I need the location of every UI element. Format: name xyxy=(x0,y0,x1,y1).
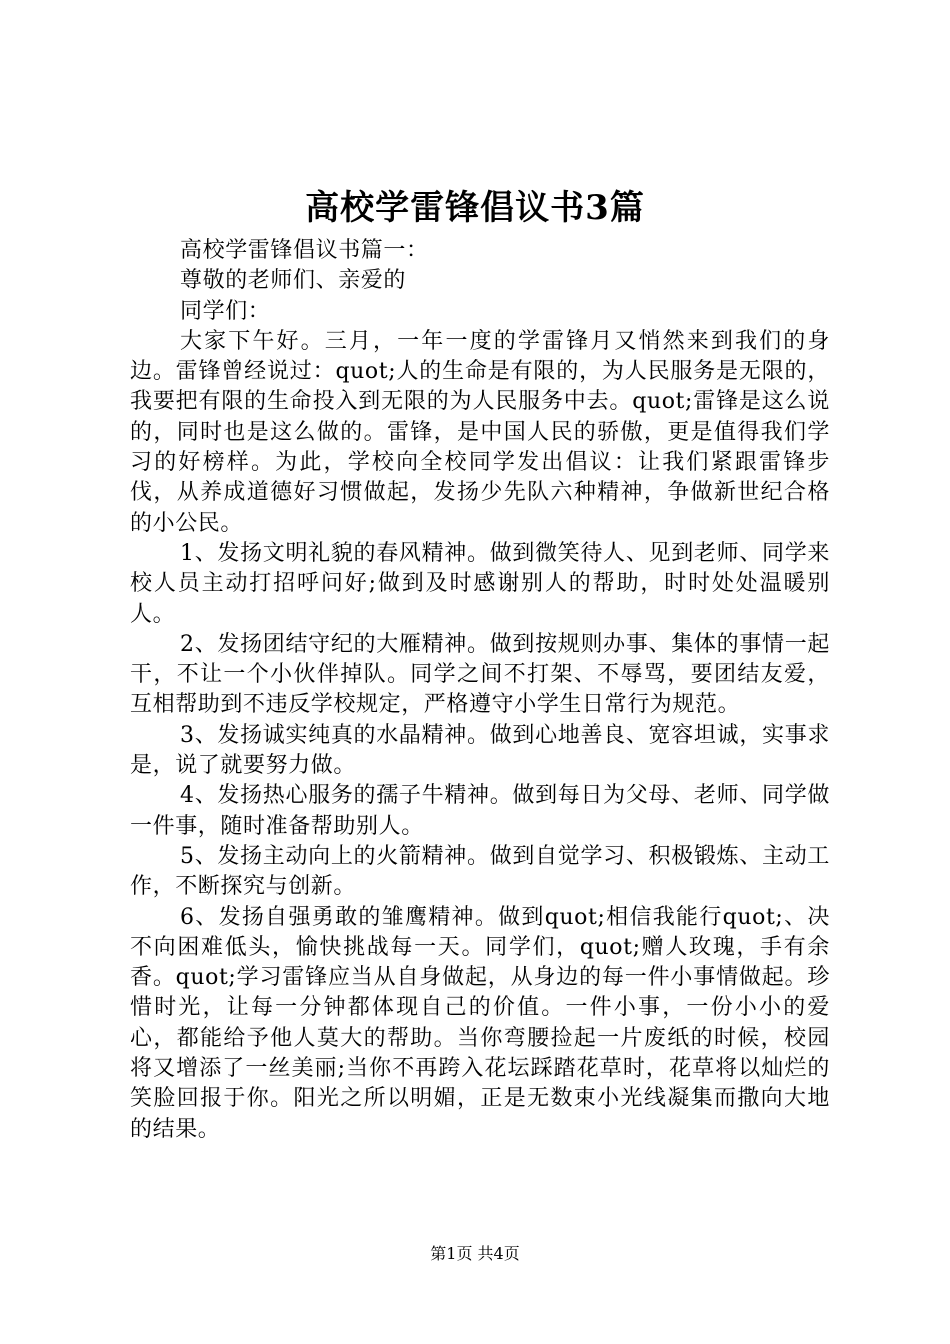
page-footer: 第1页 共4页 xyxy=(430,1244,520,1263)
paragraph-item-1: 1、发扬文明礼貌的春风精神。做到微笑待人、见到老师、同学来校人员主动打招呼问好;做到及时感谢别人的帮助，时时处处温暖别人。 xyxy=(130,540,830,627)
paragraph-intro: 大家下午好。三月，一年一度的学雷锋月又悄然来到我们的身边。雷锋曾经说过：quot;人的生命是有限的，为人民服务是无限的，我要把有限的生命投入到无限的为人民服务中去。quot;雷锋是这么说的，同时也是这么做的。雷锋，是中国人民的骄傲，更是值得我们学习的好榜样。为此，学校向全校同学发出倡议：让我们紧跟雷锋步伐，从养成道德好习惯做起，发扬少先队六种精神，争做新世纪合格的小公民。 xyxy=(130,328,830,536)
paragraph-item-6: 6、发扬自强勇敢的雏鹰精神。做到quot;相信我能行quot;、决不向困难低头，愉快挑战每一天。同学们，quot;赠人玫瑰，手有余香。quot;学习雷锋应当从自身做起，从身边的每一件小事情做起。珍惜时光，让每一分钟都体现自己的价值。一件小事，一份小小的爱心，都能给予他人莫大的帮助。当你弯腰捡起一片废纸的时候，校园将又增添了一丝美丽;当你不再跨入花坛踩踏花草时，花草将以灿烂的笑脸回报于你。阳光之所以明媚，正是无数束小光线凝集而撒向大地的结果。 xyxy=(130,904,830,1142)
section-heading: 高校学雷锋倡议书篇一： xyxy=(180,238,429,263)
paragraph-item-5: 5、发扬主动向上的火箭精神。做到自觉学习、积极锻炼、主动工作，不断探究与创新。 xyxy=(130,843,830,900)
paragraph-item-3: 3、发扬诚实纯真的水晶精神。做到心地善良、宽容坦诚，实事求是，说了就要努力做。 xyxy=(130,722,830,779)
document-title: 高校学雷锋倡议书3篇 xyxy=(305,188,645,228)
document-body xyxy=(130,236,830,1145)
paragraph-item-4: 4、发扬热心服务的孺子牛精神。做到每日为父母、老师、同学做一件事，随时准备帮助别人。 xyxy=(130,783,830,839)
salutation-line-2: 同学们： xyxy=(180,298,271,324)
salutation-line-1: 尊敬的老师们、亲爱的 xyxy=(180,268,407,294)
paragraph-item-2: 2、发扬团结守纪的大雁精神。做到按规则办事、集体的事情一起干，不让一个小伙伴掉队。同学之间不打架、不辱骂，要团结友爱，互相帮助到不违反学校规定，严格遵守小学生日常行为规范。 xyxy=(130,631,830,718)
